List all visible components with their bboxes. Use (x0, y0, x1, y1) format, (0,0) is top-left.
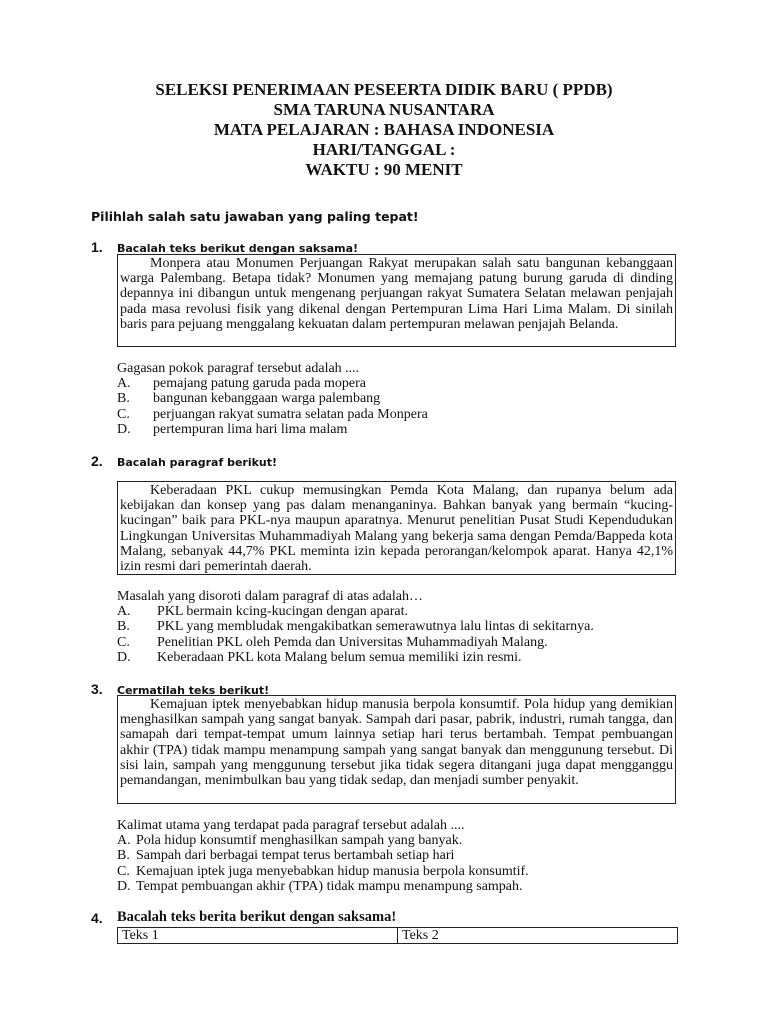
option-letter: B. (117, 848, 130, 864)
header-line-1: SELEKSI PENERIMAAN PESEERTA DIDIK BARU ( PPDB) (155, 80, 613, 99)
option-text: Kemajuan iptek juga menyebabkan hidup manusia berpola konsumtif. (136, 863, 529, 879)
question-1-passage-box (117, 254, 676, 347)
question-3-number: 3. (91, 681, 103, 697)
exam-header (0, 80, 768, 180)
option-letter: B. (117, 391, 130, 407)
option-text: Sampah dari berbagai tempat terus bertambah setiap hari (136, 848, 455, 864)
question-3-text: Kalimat utama yang terdapat pada paragraf tersebut adalah .... (117, 818, 465, 833)
option-text: Keberadaan PKL kota Malang belum semua memiliki izin resmi. (157, 649, 522, 665)
option-letter: A. (117, 604, 131, 619)
option-text: Pola hidup konsumtif menghasilkan sampah yang banyak. (136, 833, 463, 848)
table-header-teks-2: Teks 2 (398, 928, 678, 944)
option-text: pertempuran lima hari lima malam (153, 421, 348, 437)
question-2-passage-box (117, 481, 676, 575)
question-1-text: Gagasan pokok paragraf tersebut adalah .... (117, 361, 360, 376)
question-1-title: Bacalah teks berikut dengan saksama! (117, 242, 359, 255)
header-line-2: SMA TARUNA NUSANTARA (273, 100, 495, 119)
option-text: Tempat pembuangan akhir (TPA) tidak mampu menampung sampah. (136, 878, 523, 894)
question-2-passage: Keberadaan PKL cukup memusingkan Pemda Kota Malang, dan rupanya belum ada kebijakan dan konsep yang pas dalam menanganinya. Bahkan banyak yang bermain “kucing-kucingan” baik para PKL-nya maupun aparatnya. Menurut penelitian Pusat Studi Kependudukan Lingkungan Universitas Muhammadiyah Malang yang bekerja sama dengan Pemda/Bappeda kota Malang, sebanyak 44,7% PKL meminta izin kepada perorangan/kelompok aparat. Hanya 42,1% izin resmi dari pemerintah daerah. (120, 483, 673, 575)
option-text: pemajang patung garuda pada mopera (153, 376, 367, 391)
table-header-teks-1: Teks 1 (118, 928, 398, 944)
question-4-number: 4. (91, 910, 103, 926)
question-4-title: Bacalah teks berita berikut dengan saksama! (117, 909, 397, 925)
question-1-number: 1. (91, 239, 103, 255)
option-letter: D. (117, 421, 131, 437)
header-line-5: WAKTU : 90 MENIT (305, 160, 463, 179)
option-letter: D. (117, 878, 131, 894)
option-letter: C. (117, 863, 130, 879)
question-1-passage: Monpera atau Monumen Perjuangan Rakyat merupakan salah satu bangunan kebanggaan warga Palembang. Betapa tidak? Monumen yang memajang patung burung garuda di dinding depannya ini dibangun untuk mengenang perjuangan rakyat Sumatera Selatan melawan penjajah pada masa revolusi fisik yang dikenal dengan Pertempuran Lima Hari Lima Malam. Di sinilah baris para pejuang menggalang kekuatan dalam pertempuran melawan penjajah Belanda. (120, 256, 673, 332)
header-line-4: HARI/TANGGAL : (312, 140, 456, 159)
option-text: bangunan kebanggaan warga palembang (153, 391, 381, 407)
option-letter: B. (117, 619, 130, 635)
question-2-number: 2. (91, 453, 103, 469)
question-2-text: Masalah yang disoroti dalam paragraf di atas adalah… (117, 589, 423, 604)
option-text: PKL yang membludak mengakibatkan semerawutnya lalu lintas di sekitarnya. (157, 619, 594, 635)
header-line-3: MATA PELAJARAN : BAHASA INDONESIA (213, 120, 555, 139)
instruction: Pilihlah salah satu jawaban yang paling tepat! (91, 209, 419, 224)
table-row (118, 928, 678, 944)
option-text: PKL bermain kcing-kucingan dengan aparat. (157, 604, 409, 619)
option-letter: C. (117, 634, 130, 650)
question-3-passage-box (117, 695, 676, 804)
option-letter: A. (117, 376, 131, 391)
option-text: perjuangan rakyat sumatra selatan pada Monpera (153, 406, 428, 422)
option-letter: A. (117, 833, 131, 848)
question-3-passage: Kemajuan iptek menyebabkan hidup manusia berpola konsumtif. Pola hidup yang demikian menghasilkan sampah yang sangat banyak. Sampah dari pasar, pabrik, industri, rumah tangga, dan samapah dari tempat-tempat umum lainnya setiap hari terus bertambah. Tempat pembuangan akhir (TPA) tidak mampu menampung sampah yang sangat banyak dan menggunung tersebut. Di sisi lain, sampah yang menggunung tersebut jika tidak segera ditangani juga dapat mengganggu pemandangan, menimbulkan bau yang tidak sedap, dan menjadi sumber penyakit. (120, 697, 673, 789)
option-letter: D. (117, 649, 131, 665)
question-2-title: Bacalah paragraf berikut! (117, 456, 278, 469)
news-text-table (117, 927, 678, 944)
option-text: Penelitian PKL oleh Pemda dan Universitas Muhammadiyah Malang. (157, 634, 548, 650)
question-3-title: Cermatilah teks berikut! (117, 684, 270, 697)
option-letter: C. (117, 406, 130, 422)
